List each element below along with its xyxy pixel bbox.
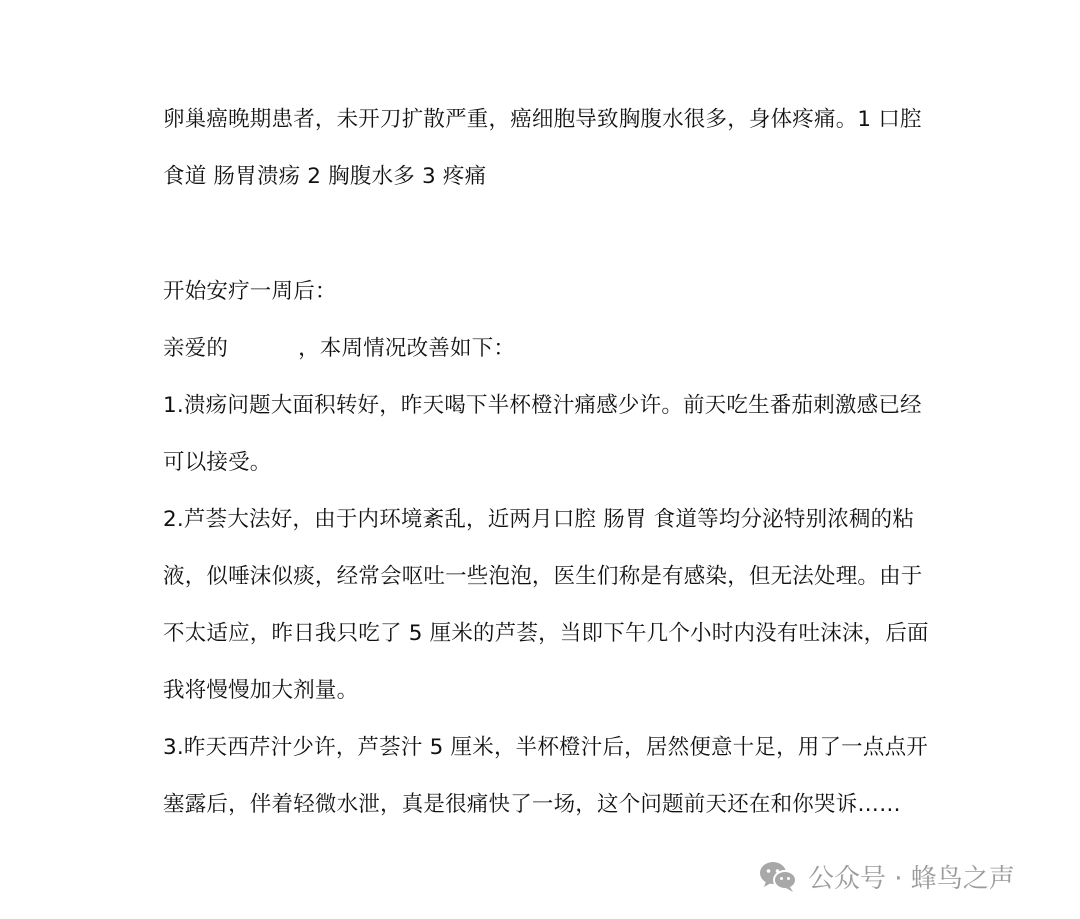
intro-line-2: 食道 肠胃溃疡 2 胸腹水多 3 疼痛 <box>163 164 487 189</box>
wechat-watermark <box>758 858 1015 894</box>
intro-line-1: 卵巢癌晚期患者，未开刀扩散严重，癌细胞导致胸腹水很多，身体疼痛。1 口腔 <box>163 107 922 132</box>
greeting-suffix: ，本周情况改善如下： <box>298 336 516 361</box>
section-heading: 开始安疗一周后： <box>163 279 337 304</box>
item-2-line-1: 2.芦荟大法好，由于内环境紊乱，近两月口腔 肠胃 食道等均分泌特别浓稠的粘 <box>163 507 915 532</box>
item-3-line-2: 塞露后，伴着轻微水泄，真是很痛快了一场，这个问题前天还在和你哭诉…… <box>163 792 901 817</box>
item-2-line-3: 不太适应，昨日我只吃了 5 厘米的芦荟，当即下午几个小时内没有吐沫沫，后面 <box>163 621 929 646</box>
wechat-icon <box>758 859 798 893</box>
item-2-line-2: 液，似唾沫似痰，经常会呕吐一些泡泡，医生们称是有感染，但无法处理。由于 <box>163 564 923 589</box>
greeting-prefix: 亲爱的 <box>163 336 229 361</box>
item-2-line-4: 我将慢慢加大剂量。 <box>163 678 359 703</box>
watermark-text: 公众号 · 蜂鸟之声 <box>808 863 1015 894</box>
item-3-line-1: 3.昨天西芹汁少许，芦荟汁 5 厘米，半杯橙汁后，居然便意十足，用了一点点开 <box>163 735 928 760</box>
greeting-line <box>163 334 515 364</box>
item-1-line-2: 可以接受。 <box>163 450 272 475</box>
item-1-line-1: 1.溃疡问题大面积转好，昨天喝下半杯橙汁痛感少许。前天吃生番茄刺激感已经 <box>163 393 922 418</box>
